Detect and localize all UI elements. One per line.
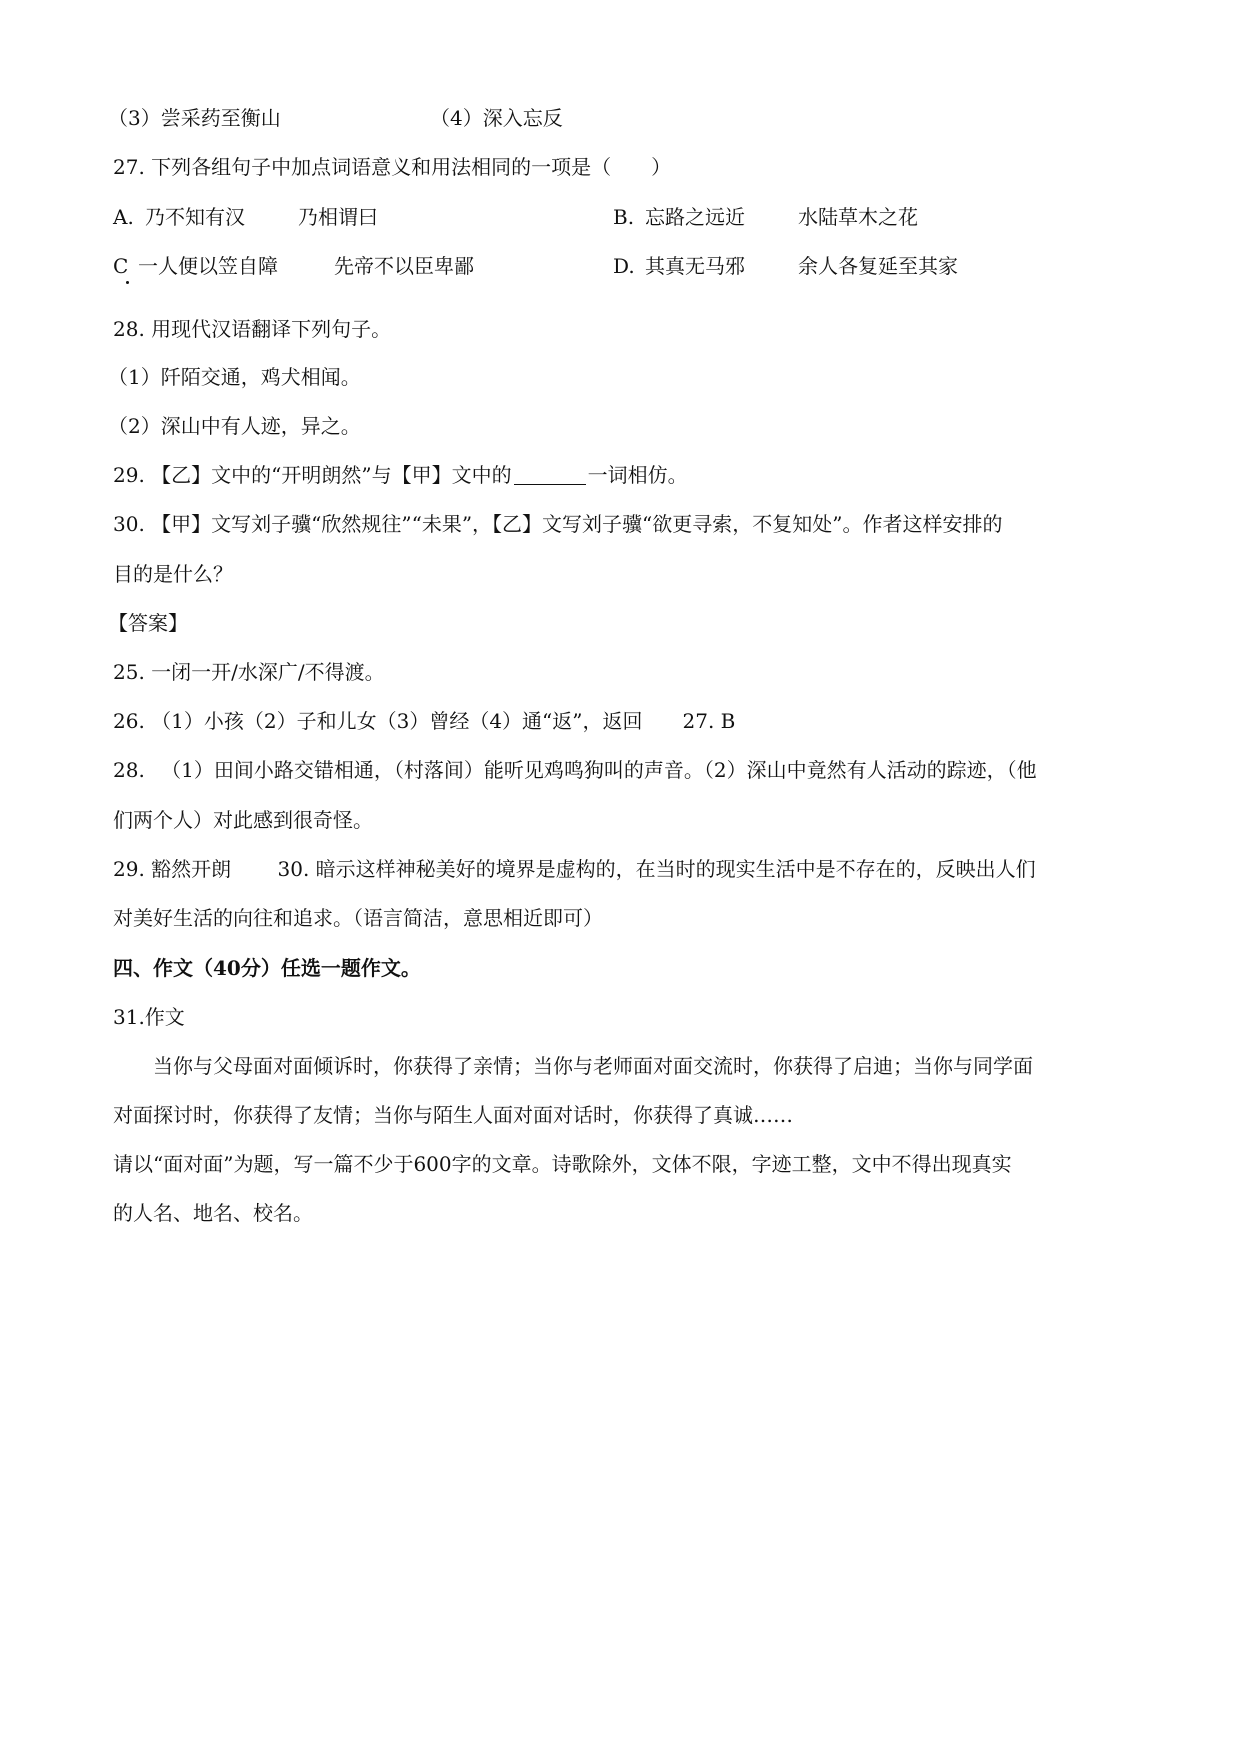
q29-answer-blank — [514, 464, 586, 485]
option-a-sentence-1: 乃不知有汉 — [145, 205, 245, 229]
q30-line-1: 30. 【甲】文写刘子骥“欣然规往”“未果”，【乙】文写刘子骥“欲更寻索，不复知处”。作者这样安排的 — [113, 512, 1003, 536]
q29-text-after-blank: 一词相仿。 — [587, 463, 688, 487]
option-b-sentence-2: 水陆草木之花 — [798, 205, 918, 229]
q26-item-3: （3）尝采药至衡山 — [108, 106, 281, 130]
essay-prompt-para-2-line-2: 的人名、地名、校名。 — [113, 1201, 313, 1225]
answer-29-30-line-2: 对美好生活的向往和追求。（语言简洁，意思相近即可） — [113, 906, 603, 930]
option-a-sentence-2: 乃相谓曰 — [298, 205, 378, 229]
q27-stem: 27. 下列各组句子中加点词语意义和用法相同的一项是（ ） — [113, 155, 672, 179]
q27-option-b — [613, 203, 918, 231]
q30-line-2: 目的是什么？ — [113, 562, 233, 586]
option-c-sentence-2: 先帝不以臣卑鄙 — [334, 254, 474, 278]
q27-option-a — [113, 203, 378, 231]
option-c-sentence-1: 一人便以笠自障 — [138, 254, 278, 278]
q28-sentence-2: （2）深山中有人迹，异之。 — [108, 414, 361, 438]
option-d-sentence-2: 余人各复延至其家 — [798, 254, 958, 278]
section-4-heading: 四、作文（40分）任选一题作文。 — [113, 956, 421, 980]
option-c-label: C — [113, 254, 129, 278]
option-c-dot-mark — [126, 281, 129, 284]
q27-option-c — [113, 252, 474, 280]
essay-prompt-para-2-line-1: 请以“面对面”为题，写一篇不少于600字的文章。诗歌除外，文体不限，字迹工整，文中不得出现真实 — [113, 1152, 1012, 1176]
q27-option-d — [613, 252, 958, 280]
q28-sentence-1: （1）阡陌交通，鸡犬相闻。 — [108, 365, 361, 389]
option-b-label: B. — [613, 205, 635, 229]
q31-title: 31.作文 — [113, 1005, 185, 1029]
answer-28-line-1: 28. （1）田间小路交错相通，（村落间）能听见鸡鸣狗叫的声音。（2）深山中竟然有人活动的踪迹，（他 — [113, 758, 1037, 782]
answer-heading: 【答案】 — [108, 611, 188, 635]
essay-prompt-para-1-line-1: 当你与父母面对面倾诉时，你获得了亲情；当你与老师面对面交流时，你获得了启迪；当你与同学面 — [153, 1054, 1033, 1078]
answer-26-27: 26. （1）小孩（2）子和儿女（3）曾经（4）通“返”，返回 27. B — [113, 709, 736, 733]
q29-text-before-blank: 29. 【乙】文中的“开明朗然”与【甲】文中的 — [113, 463, 512, 487]
option-d-label: D. — [613, 254, 635, 278]
answer-25: 25. 一闭一开/水深广/不得渡。 — [113, 660, 385, 684]
essay-prompt-para-1-line-2: 对面探讨时，你获得了友情；当你与陌生人面对面对话时，你获得了真诚…… — [113, 1103, 793, 1127]
q26-item-4: （4）深入忘反 — [430, 106, 563, 130]
option-a-label: A. — [113, 205, 134, 229]
option-d-sentence-1: 其真无马邪 — [645, 254, 745, 278]
option-b-sentence-1: 忘路之远近 — [645, 205, 745, 229]
answer-29-30-line-1: 29. 豁然开朗 30. 暗示这样神秘美好的境界是虚构的，在当时的现实生活中是不存在的，反映出人们 — [113, 857, 1036, 881]
answer-28-line-2: 们两个人）对此感到很奇怪。 — [113, 808, 373, 832]
q29-question — [113, 461, 688, 489]
q28-stem: 28. 用现代汉语翻译下列句子。 — [113, 317, 392, 341]
